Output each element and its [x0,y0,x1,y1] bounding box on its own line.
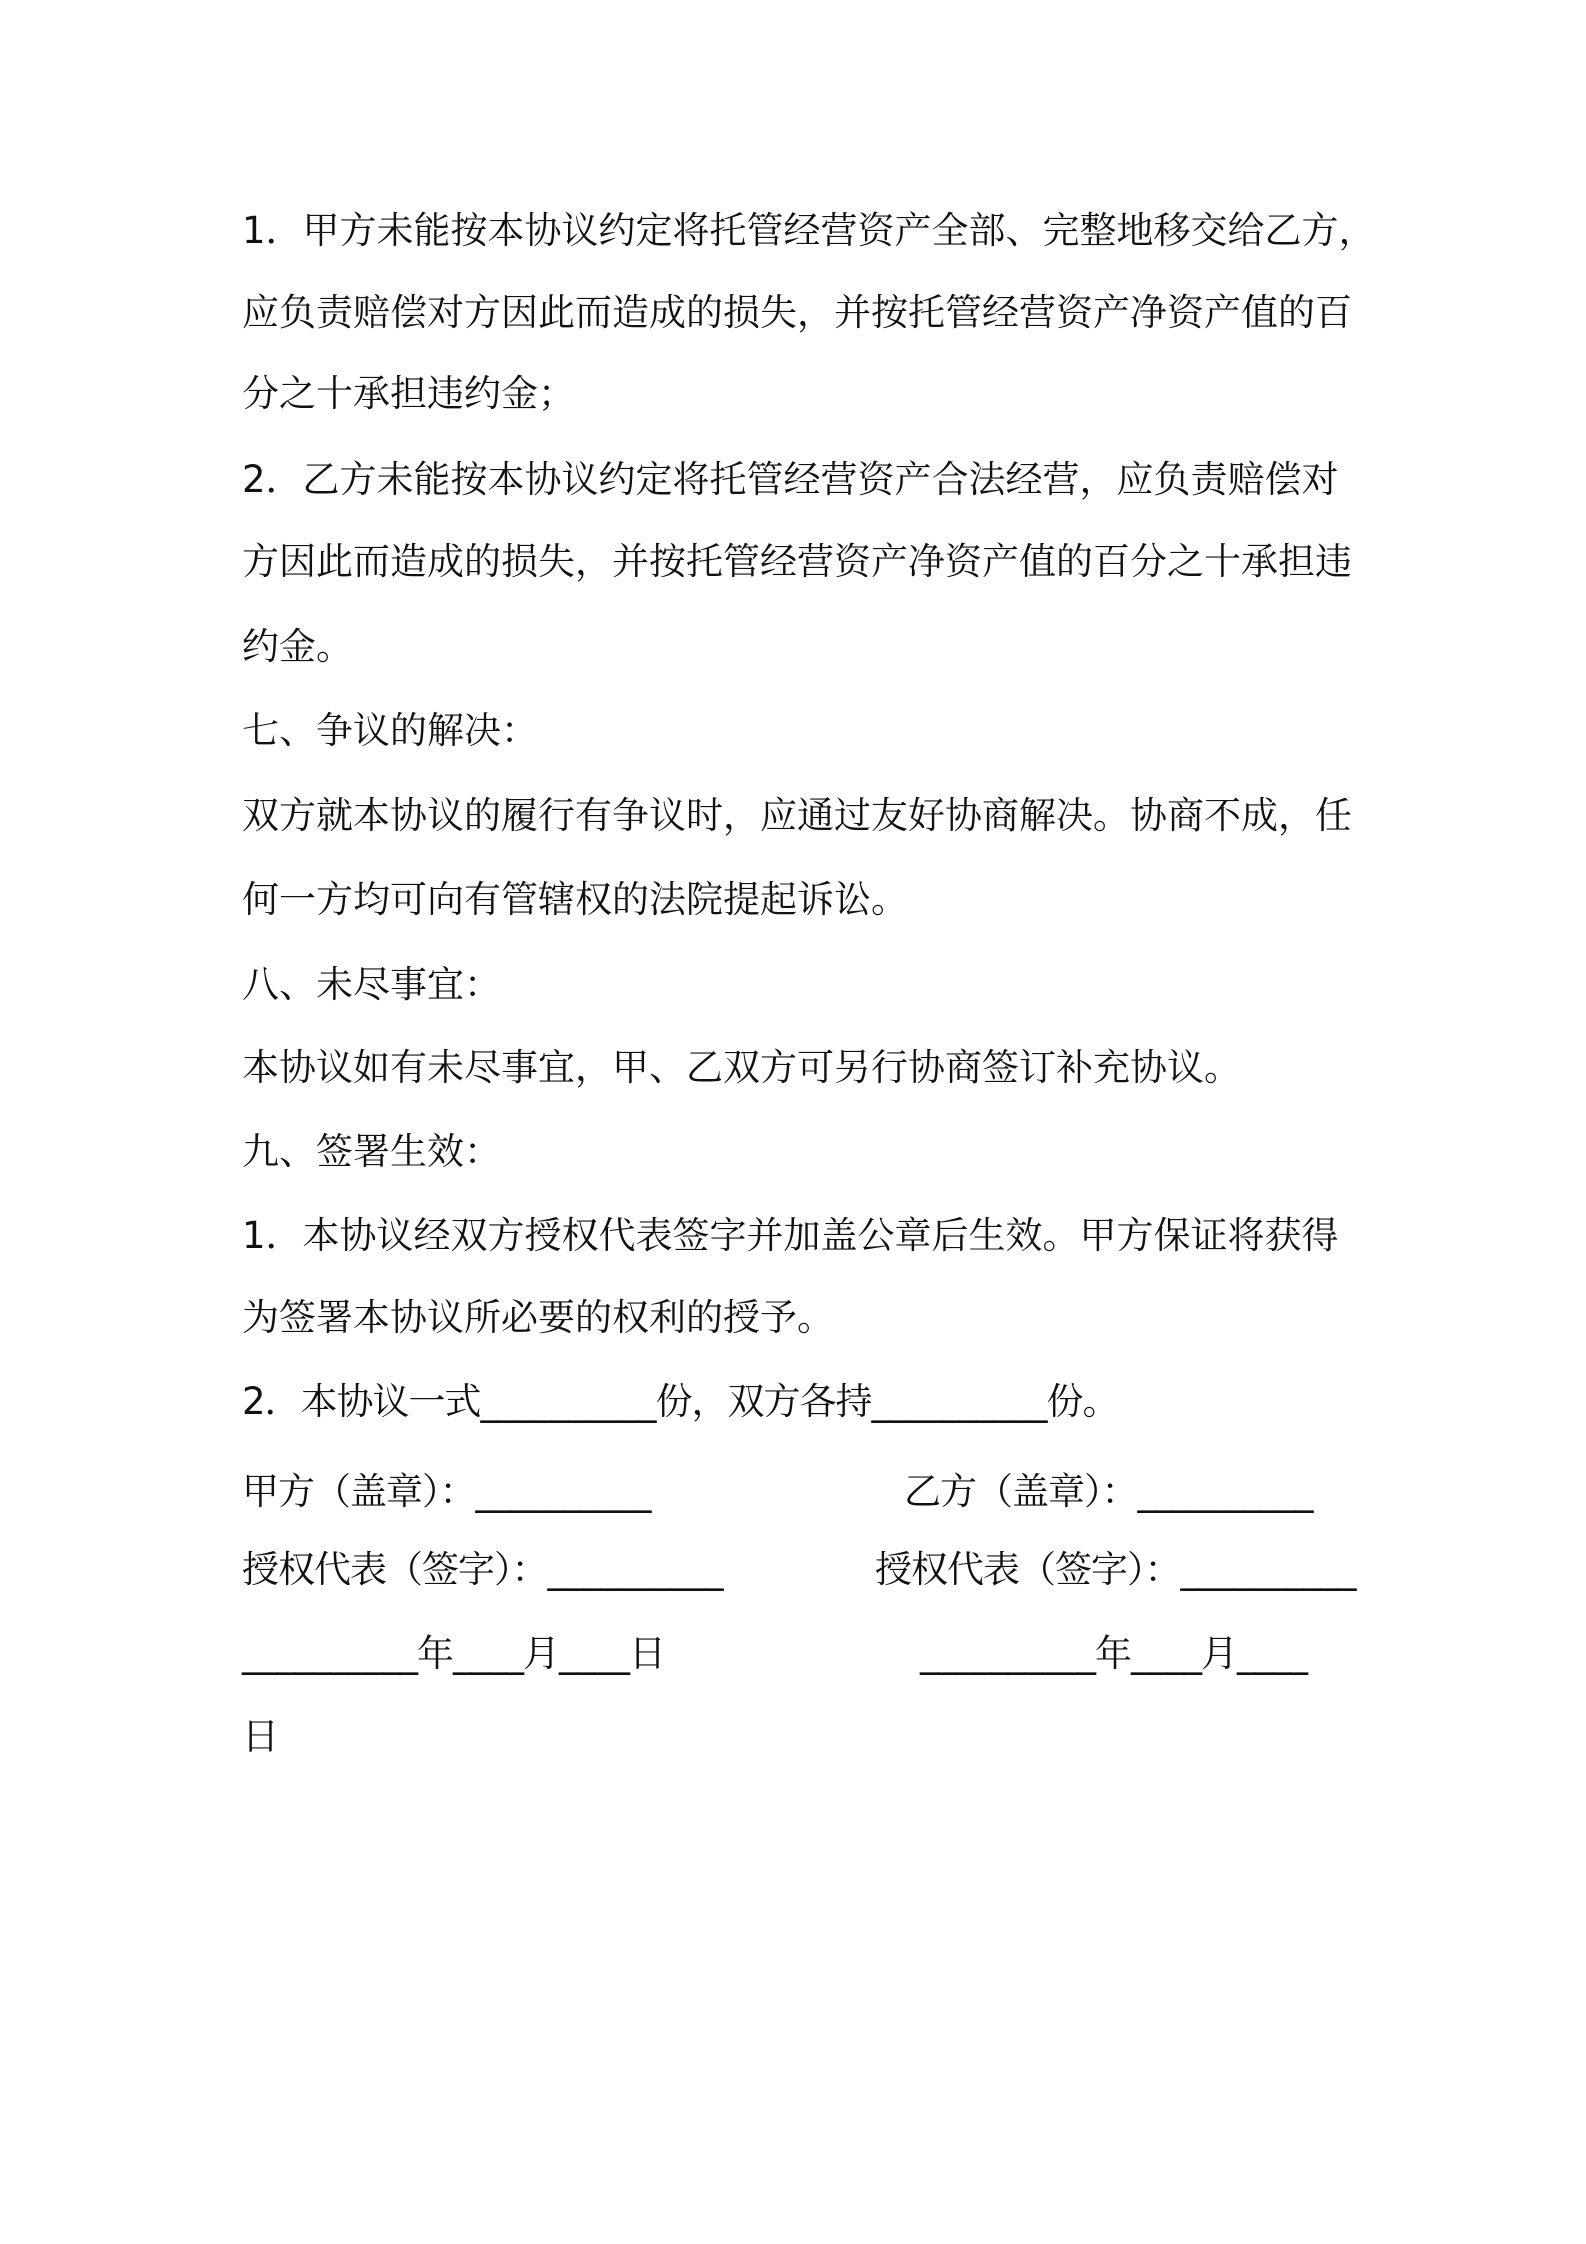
party-a-seal-field: 甲方（盖章）：__________ [242,1470,651,1513]
party-b-date-field: __________年____月____ [920,1632,1307,1675]
paragraph-line: 为签署本协议所必要的权利的授予。 [242,1296,834,1339]
party-b-date-day: 日 [242,1715,279,1758]
paragraph-line: 何一方均可向有管辖权的法院提起诉讼。 [242,878,908,921]
paragraph-line: 1．甲方未能按本协议约定将托管经营资产全部、完整地移交给乙方， [242,209,1376,252]
party-b-seal-field: 乙方（盖章）：__________ [904,1470,1313,1513]
paragraph-line: 2．本协议一式__________份，双方各持__________份。 [242,1380,1119,1423]
paragraph-line: 2．乙方未能按本协议约定将托管经营资产合法经营，应负责赔偿对 [242,458,1339,501]
paragraph-line: 应负责赔偿对方因此而造成的损失，并按托管经营资产净资产值的百 [242,291,1352,334]
paragraph-line: 方因此而造成的损失，并按托管经营资产净资产值的百分之十承担违 [242,540,1352,583]
paragraph-line: 约金。 [242,625,353,668]
party-a-rep-field: 授权代表（签字）：__________ [242,1548,723,1591]
paragraph-line: 双方就本协议的履行有争议时，应通过友好协商解决。协商不成，任 [242,794,1352,837]
section-heading: 九、签署生效： [242,1130,501,1173]
party-b-rep-field: 授权代表（签字）：__________ [875,1548,1356,1591]
paragraph-line: 1．本协议经双方授权代表签字并加盖公章后生效。甲方保证将获得 [242,1214,1339,1257]
paragraph-line: 本协议如有未尽事宜，甲、乙双方可另行协商签订补充协议。 [242,1046,1241,1089]
section-heading: 八、未尽事宜： [242,963,501,1006]
paragraph-line: 分之十承担违约金； [242,372,575,415]
section-heading: 七、争议的解决： [242,709,538,752]
party-a-date-field: __________年____月____日 [242,1632,665,1675]
